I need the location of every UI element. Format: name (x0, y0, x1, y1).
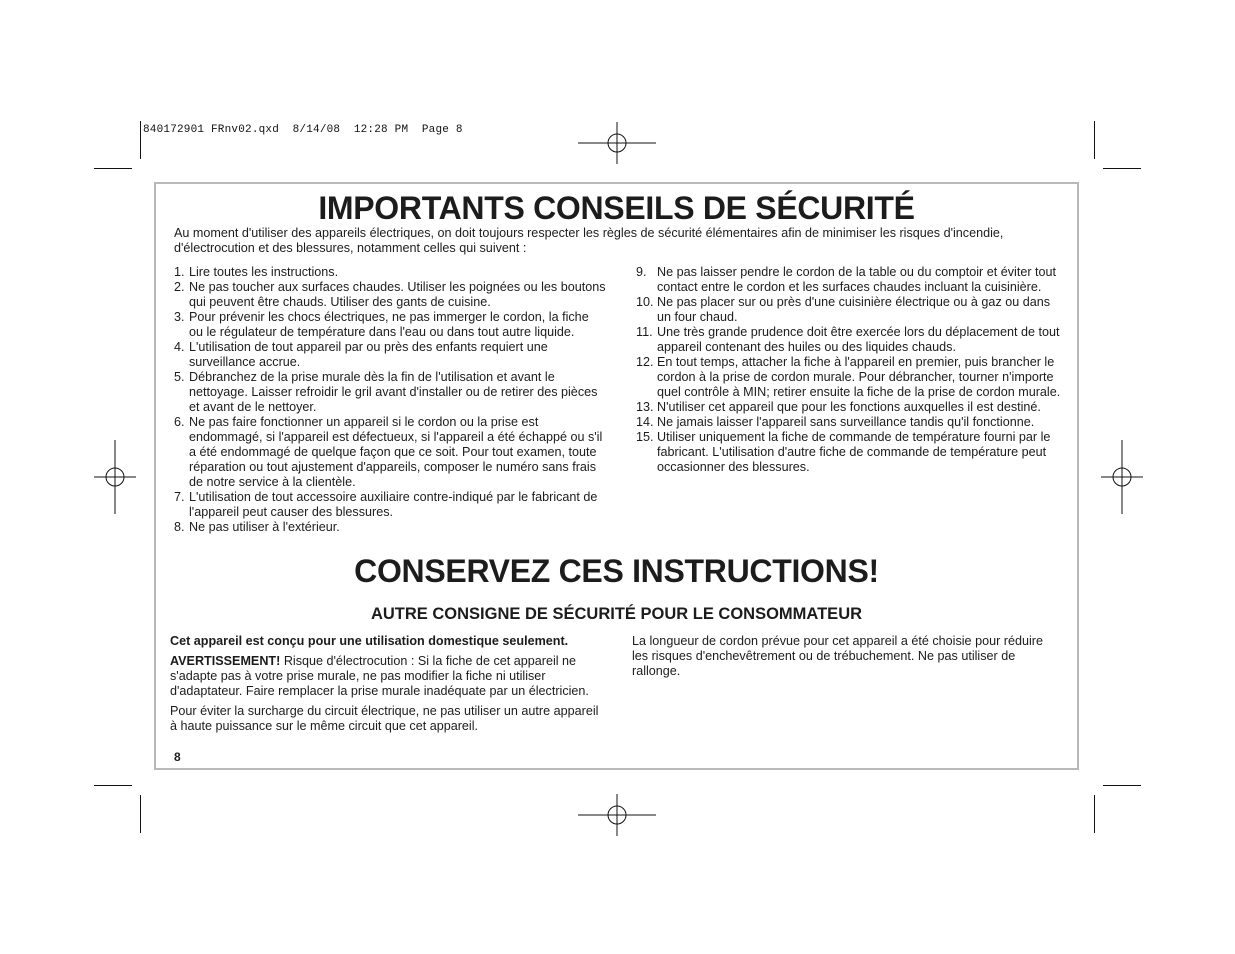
registration-mark-icon (578, 122, 656, 164)
instruction-item (636, 400, 1064, 415)
circuit-note: Pour éviter la surcharge du circuit électrique, ne pas utiliser un autre appareil à haute puissance sur le même circuit que cet appareil. (170, 704, 599, 733)
instruction-number: 4. (174, 340, 185, 354)
instruction-item (636, 355, 1064, 400)
crop-mark (140, 795, 141, 833)
instruction-number: 3. (174, 310, 185, 324)
instruction-text: Pour prévenir les chocs électriques, ne pas immerger le cordon, la fiche ou le régulateur de température dans l'eau ou dans tout autre liquide. (189, 310, 589, 339)
instruction-text: En tout temps, attacher la fiche à l'appareil en premier, puis brancher le cordon à la prise de cordon murale. Pour débrancher, tourner n'importe quel contrôle à MIN; retirer ensuite la fiche de la prise de cordon murale. (657, 355, 1061, 399)
registration-mark-icon (578, 794, 656, 836)
instruction-number: 7. (174, 490, 185, 504)
warning-text: Risque d'électrocution : Si la fiche de cet appareil ne s'adapte pas à votre prise murale, ne pas modifier la fiche ni utiliser d'adaptateur. Faire remplacer la prise murale inadéquate par un électricien. (170, 654, 589, 698)
instruction-number: 9. (636, 265, 647, 279)
left-instructions-list (174, 265, 606, 535)
instruction-text: Lire toutes les instructions. (189, 265, 339, 279)
instruction-item (174, 520, 606, 535)
instruction-text: Ne pas utiliser à l'extérieur. (189, 520, 340, 534)
instruction-text: Ne jamais laisser l'appareil sans surveillance tandis qu'il fonctionne. (657, 415, 1035, 429)
crop-mark (140, 121, 141, 159)
right-instructions-list (636, 265, 1064, 475)
warning-label: AVERTISSEMENT! (170, 654, 281, 668)
registration-mark-icon (1101, 440, 1143, 514)
intro-paragraph: Au moment d'utiliser des appareils électriques, on doit toujours respecter les règles de sécurité élémentaires afin de minimiser les risques d'incendie, d'électrocution et des blessures, notamment celles qui suivent : (174, 226, 1004, 255)
instruction-item (174, 370, 606, 415)
page-title: IMPORTANTS CONSEILS DE SÉCURITÉ (318, 190, 915, 226)
consumer-right-column (632, 634, 1062, 684)
consumer-safety-heading: AUTRE CONSIGNE DE SÉCURITÉ POUR LE CONSOMMATEUR (370, 605, 863, 623)
instruction-text: Ne pas laisser pendre le cordon de la table ou du comptoir et éviter tout contact entre le cordon et les surfaces chaudes incluant la cuisinière. (657, 265, 1057, 294)
instruction-item (174, 490, 606, 520)
instruction-number: 14. (636, 415, 654, 429)
instruction-number: 15. (636, 430, 654, 444)
instruction-text: N'utiliser cet appareil que pour les fonctions auxquelles il est destiné. (657, 400, 1041, 414)
crop-mark (1094, 121, 1095, 159)
instruction-item (636, 325, 1064, 355)
instruction-number: 11. (636, 325, 653, 339)
instruction-item (636, 265, 1064, 295)
instruction-number: 1. (174, 265, 185, 279)
instruction-text: Ne pas faire fonctionner un appareil si le cordon ou la prise est endommagé, si l'appareil est défectueux, si l'appareil a été échappé ou s'il a été endommagé de quelque façon que ce soit. Pour tout examen, toute réparation ou tout ajustement d'appareils, composer le numéro sans frais de notre service à la clientèle. (189, 415, 603, 489)
instruction-number: 13. (636, 400, 654, 414)
left-instructions-column (174, 265, 606, 535)
registration-mark-icon (94, 440, 136, 514)
instruction-text: Ne pas placer sur ou près d'une cuisinière électrique ou à gaz ou dans un four chaud. (657, 295, 1051, 324)
household-use-note: Cet appareil est conçu pour une utilisation domestique seulement. (170, 634, 569, 648)
crop-mark (1103, 785, 1141, 786)
instruction-item (174, 280, 606, 310)
instruction-text: Une très grande prudence doit être exercée lors du déplacement de tout appareil contenant des huiles ou des liquides chauds. (657, 325, 1060, 354)
instruction-number: 6. (174, 415, 185, 429)
warning-paragraph (170, 654, 606, 699)
instruction-item (174, 340, 606, 370)
instruction-number: 5. (174, 370, 185, 384)
crop-mark (94, 785, 132, 786)
page-number: 8 (174, 750, 181, 764)
instruction-number: 10. (636, 295, 654, 309)
instruction-item (636, 295, 1064, 325)
print-slug: 840172901 FRnv02.qxd 8/14/08 12:28 PM Page 8 (143, 124, 463, 136)
crop-mark (1103, 168, 1141, 169)
crop-mark (1094, 795, 1095, 833)
instruction-text: L'utilisation de tout accessoire auxiliaire contre-indiqué par le fabricant de l'appareil peut causer des blessures. (189, 490, 598, 519)
instruction-number: 8. (174, 520, 185, 534)
instruction-item (174, 310, 606, 340)
instruction-text: L'utilisation de tout appareil par ou près des enfants requiert une surveillance accrue. (189, 340, 548, 369)
instruction-text: Utiliser uniquement la fiche de commande de température fourni par le fabricant. L'utilisation d'autre fiche de commande de température peut occasionner des blessures. (657, 430, 1051, 474)
instruction-item (636, 415, 1064, 430)
right-instructions-column (636, 265, 1064, 475)
instruction-number: 12. (636, 355, 654, 369)
cord-length-note: La longueur de cordon prévue pour cet appareil a été choisie pour réduire les risques d'enchevêtrement ou de trébuchement. Ne pas utiliser de rallonge. (632, 634, 1043, 678)
instruction-item (636, 430, 1064, 475)
instruction-item (174, 265, 606, 280)
safety-panel (154, 182, 1079, 770)
instruction-text: Débranchez de la prise murale dès la fin de l'utilisation et avant le nettoyage. Laisser refroidir le gril avant d'installer ou de retirer des pièces et avant de le nettoyer. (189, 370, 598, 414)
instruction-text: Ne pas toucher aux surfaces chaudes. Utiliser les poignées ou les boutons qui peuvent être chauds. Utiliser des gants de cuisine. (189, 280, 606, 309)
instruction-item (174, 415, 606, 490)
instruction-number: 2. (174, 280, 185, 294)
consumer-left-column (170, 634, 606, 739)
save-instructions-heading: CONSERVEZ CES INSTRUCTIONS! (354, 553, 879, 589)
crop-mark (94, 168, 132, 169)
